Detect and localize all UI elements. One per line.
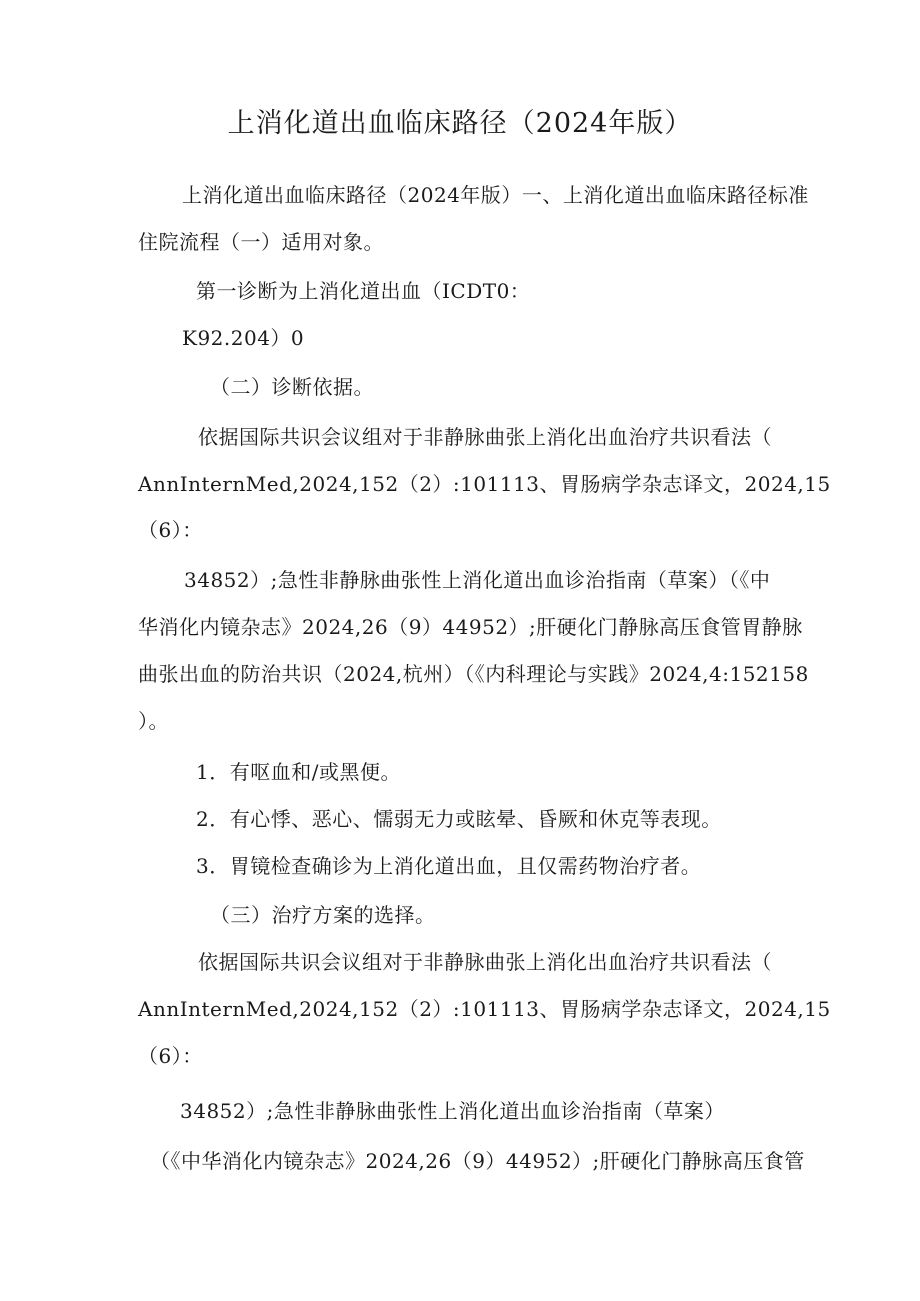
document-title: 上消化道出血临床路径（2024年版） <box>227 108 693 139</box>
list-item: 1．有呕血和/或黑便。 <box>196 760 401 784</box>
paragraph-line: 上消化道出血临床路径（2024年版）一、上消化道出血临床路径标准 <box>182 183 809 207</box>
paragraph-line: 第一诊断为上消化道出血（ICDT0： <box>196 279 531 303</box>
paragraph-line: K92.204）0 <box>182 326 305 350</box>
paragraph-line: （6）： <box>138 1044 203 1068</box>
paragraph-line: 曲张出血的防治共识（2024,杭州）（《内科理论与实践》2024,4:152158 <box>138 662 809 686</box>
paragraph-line: 34852）;急性非静脉曲张性上消化道出血诊治指南（草案）（《中 <box>184 568 771 592</box>
paragraph-line: ）。 <box>138 709 169 733</box>
paragraph-line: 依据国际共识会议组对于非静脉曲张上消化出血治疗共识看法（ <box>198 425 772 449</box>
paragraph-line: 34852）;急性非静脉曲张性上消化道出血诊治指南（草案） <box>180 1099 725 1123</box>
section-heading: （三）治疗方案的选择。 <box>210 903 436 927</box>
section-heading: （二）诊断依据。 <box>210 375 374 399</box>
paragraph-line: （6）： <box>138 518 203 542</box>
paragraph-line: 华消化内镜杂志》2024,26（9）44952）;肝硬化门静脉高压食管胃静脉 <box>138 615 803 639</box>
paragraph-line: （《中华消化内镜杂志》2024,26（9）44952）;肝硬化门静脉高压食管 <box>150 1149 805 1173</box>
list-item: 2．有心悸、恶心、懦弱无力或眩晕、昏厥和休克等表现。 <box>196 807 722 831</box>
paragraph-line: 依据国际共识会议组对于非静脉曲张上消化出血治疗共识看法（ <box>198 950 772 974</box>
paragraph-line: AnnInternMed,2024,152（2）:101113、胃肠病学杂志译文，2024,15 <box>138 472 831 496</box>
paragraph-line: AnnInternMed,2024,152（2）:101113、胃肠病学杂志译文，2024,15 <box>138 997 831 1021</box>
paragraph-line: 住院流程（一）适用对象。 <box>138 230 384 254</box>
list-item: 3．胃镜检查确诊为上消化道出血，且仅需药物治疗者。 <box>196 854 702 878</box>
